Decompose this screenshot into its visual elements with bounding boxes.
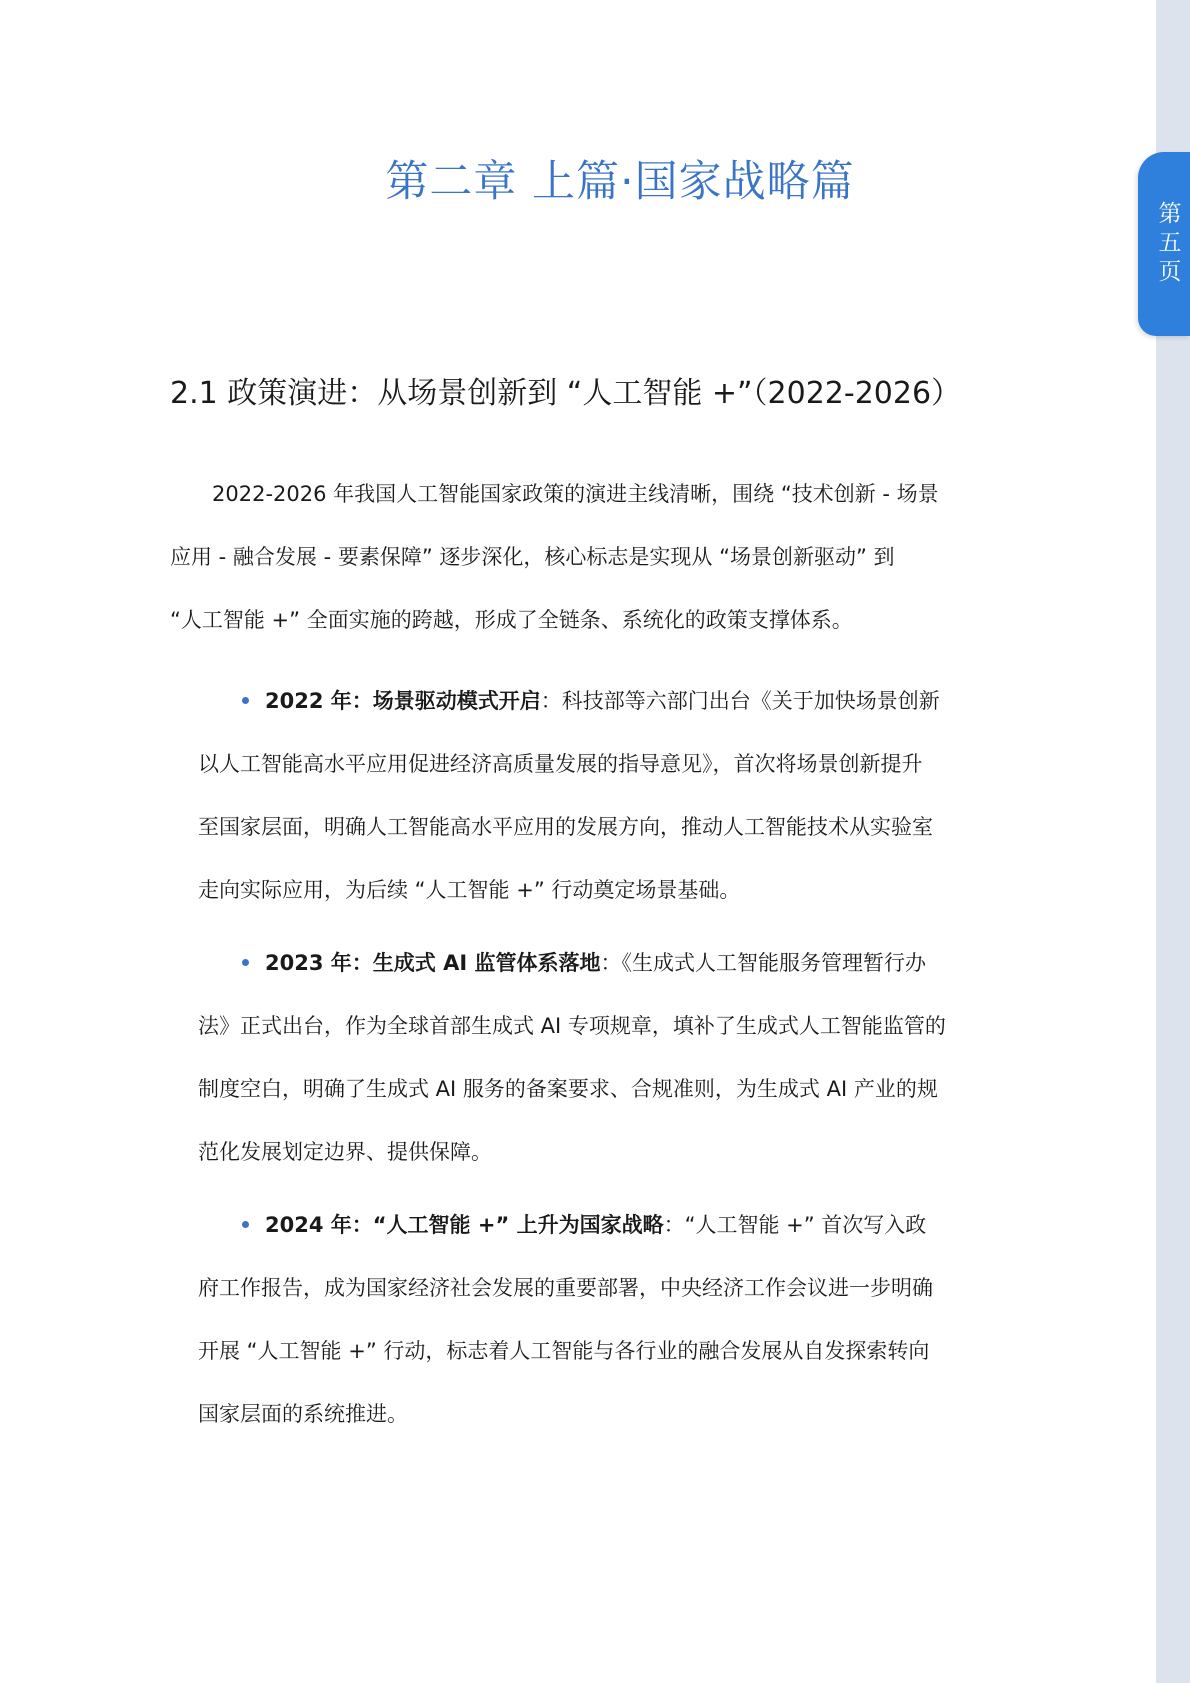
intro-line: “人工智能 +” 全面实施的跨越，形成了全链条、系统化的政策支撑体系。 (170, 608, 853, 632)
list-item-text: 范化发展划定边界、提供保障。 (198, 1140, 492, 1164)
list-item-text: 制度空白，明确了生成式 AI 服务的备案要求、合规准则，为生成式 AI 产业的规 (198, 1077, 938, 1101)
list-item-text: 科技部等六部门出台《关于加快场景创新 (561, 689, 940, 713)
policy-timeline-list (198, 670, 998, 1456)
intro-line: 应用 - 融合发展 - 要素保障” 逐步深化，核心标志是实现从 “场景创新驱动” 到 (170, 545, 895, 569)
list-item-first-line (198, 1194, 998, 1257)
page-number-tab (1138, 152, 1190, 336)
list-item-text: 府工作报告，成为国家经济社会发展的重要部署，中央经济工作会议进一步明确 (198, 1276, 933, 1300)
list-item-text: 《生成式人工智能服务管理暂行办 (621, 951, 926, 975)
list-item-separator: ： (540, 689, 562, 713)
chapter-title: 第二章 上篇·国家战略篇 (385, 157, 855, 207)
list-item-text: 以人工智能高水平应用促进经济高质量发展的指导意见》，首次将场景创新提升 (198, 752, 923, 776)
bullet-dot-icon (242, 697, 249, 704)
list-item-text: 法》正式出台，作为全球首部生成式 AI 专项规章，填补了生成式人工智能监管的 (198, 1014, 946, 1038)
list-item-first-line (198, 670, 998, 733)
intro-line: 2022-2026 年我国人工智能国家政策的演进主线清晰，围绕 “技术创新 - 场景 (170, 482, 939, 506)
list-item-title: 2022 年：场景驱动模式开启 (265, 689, 541, 713)
intro-paragraph (170, 463, 1000, 652)
list-item-text: 开展 “人工智能 +” 行动，标志着人工智能与各行业的融合发展从自发探索转向 (198, 1339, 930, 1363)
list-item-separator: ： (600, 951, 622, 975)
list-item-2022 (198, 670, 998, 922)
list-item-text: 走向实际应用，为后续 “人工智能 +” 行动奠定场景基础。 (198, 878, 741, 902)
list-item-title: 2024 年：“人工智能 +” 上升为国家战略 (265, 1213, 664, 1237)
list-item-title: 2023 年：生成式 AI 监管体系落地 (265, 951, 601, 975)
list-item-separator: ： (663, 1213, 685, 1237)
bullet-dot-icon (242, 959, 249, 966)
list-item-text: 至国家层面，明确人工智能高水平应用的发展方向，推动人工智能技术从实验室 (198, 815, 933, 839)
list-item-2023 (198, 932, 998, 1184)
list-item-first-line (198, 932, 998, 995)
list-item-2024 (198, 1194, 998, 1446)
section-heading: 2.1 政策演进：从场景创新到 “人工智能 +”（2022-2026） (170, 376, 962, 411)
bullet-dot-icon (242, 1221, 249, 1228)
list-item-text: 国家层面的系统推进。 (198, 1402, 408, 1426)
list-item-text: “人工智能 +” 首次写入政 (684, 1213, 927, 1237)
page-number-label: 第五页 (1154, 200, 1181, 288)
